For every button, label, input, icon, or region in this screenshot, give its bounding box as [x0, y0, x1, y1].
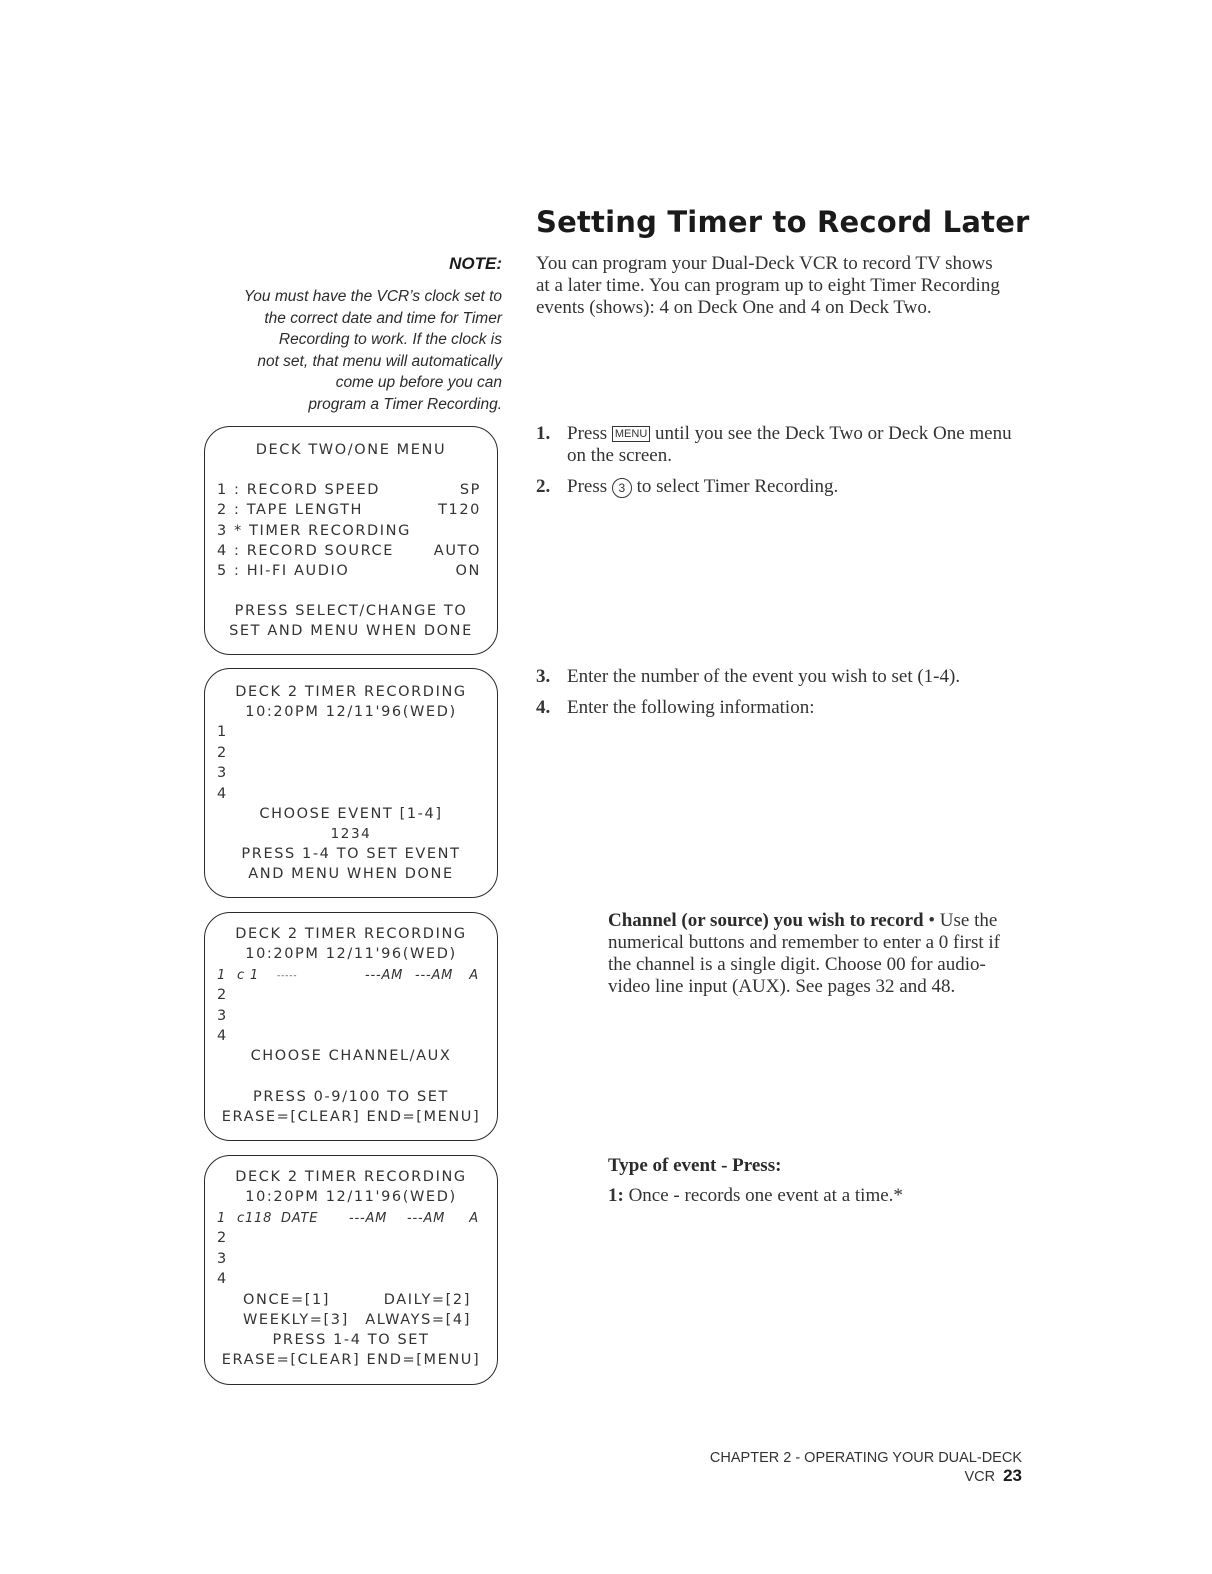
event-channel: c118: [237, 1211, 273, 1226]
step-number: 3.: [536, 666, 551, 687]
menu-row: [217, 563, 481, 579]
choose-type-screen: [204, 1155, 498, 1385]
event-row: 3: [217, 1008, 228, 1024]
bullet: •: [928, 910, 936, 931]
screen-datetime: 10:20PM 12/11'96(WED): [245, 946, 457, 962]
option-always: ALWAYS=[4]: [365, 1312, 471, 1328]
screen-prompt: CHOOSE EVENT [1-4]: [259, 806, 443, 822]
screen-footer: PRESS SELECT/CHANGE TO: [234, 603, 468, 619]
page-footer: [660, 1450, 1022, 1486]
menu-row-value: ON: [455, 563, 481, 579]
event-row: 4: [217, 1028, 228, 1044]
event-row: 2: [217, 745, 228, 761]
menu-row: [217, 482, 481, 498]
screen-footer: SET AND MENU WHEN DONE: [229, 623, 473, 639]
event-type-item: [608, 1185, 1008, 1207]
event-row: 4: [217, 1271, 228, 1287]
event-type: A: [469, 1211, 479, 1226]
screen-prompt: CHOOSE CHANNEL/AUX: [250, 1048, 452, 1064]
step-number: 1.: [536, 423, 551, 444]
type-options-row: [243, 1292, 471, 1308]
event-row: 2: [217, 987, 228, 1003]
step-3: [536, 666, 1016, 688]
event-end: ---AM: [407, 1211, 446, 1226]
channel-section: [608, 910, 1008, 998]
screen-datetime: 10:20PM 12/11'96(WED): [245, 1189, 457, 1205]
step-text: Press: [567, 476, 608, 497]
screen-title: DECK 2 TIMER RECORDING: [235, 1169, 467, 1185]
page-number: 23: [1003, 1466, 1022, 1485]
step-text: Enter the number of the event you wish to set (1-4).: [567, 666, 961, 687]
menu-row-label: 2 : TAPE LENGTH: [217, 502, 364, 518]
step-text: Press: [567, 423, 608, 444]
step-text: Enter the following information:: [567, 697, 815, 718]
menu-row: [217, 523, 481, 539]
screen-entry: 1234: [330, 826, 372, 842]
screen-footer: ERASE=[CLEAR] END=[MENU]: [221, 1352, 481, 1368]
event-num: 1: [217, 968, 227, 983]
event-start: ---AM: [365, 968, 404, 983]
page-title: Setting Timer to Record Later: [536, 205, 1030, 239]
channel-body: Use the numerical buttons and remember to enter a 0 first if the channel is a single digit. Choose 00 for audio-video line input (AUX). See pages 32 and 48.: [608, 910, 1001, 997]
menu-row-label: 4 : RECORD SOURCE: [217, 543, 395, 559]
step-1: [536, 423, 1016, 467]
intro-paragraph: You can program your Dual-Deck VCR to record TV shows at a later time. You can program up to eight Timer Recording events (shows): 4 on Deck One and 4 on Deck Two.: [536, 253, 1000, 318]
screen-title: DECK TWO/ONE MENU: [255, 442, 447, 458]
option-weekly: WEEKLY=[3]: [243, 1312, 349, 1328]
note-heading: NOTE:: [449, 254, 502, 273]
note-body: You must have the VCR’s clock set to the correct date and time for Timer Recording to work. If the clock is not set, that menu will automatically come up before you can program a Timer Recording.: [243, 288, 502, 413]
event-row: 3: [217, 1251, 228, 1267]
event-type-heading: Type of event - Press:: [608, 1155, 782, 1176]
button-3-icon: 3: [612, 478, 632, 498]
event-type-text: Once - records one event at a time.*: [628, 1185, 903, 1206]
menu-row-value: SP: [459, 482, 481, 498]
menu-row-label: 3 * TIMER RECORDING: [217, 523, 411, 539]
menu-row-label: 5 : HI-FI AUDIO: [217, 563, 350, 579]
step-number: 4.: [536, 697, 551, 718]
channel-heading: Channel (or source) you wish to record: [608, 910, 924, 931]
event-start: ---AM: [349, 1211, 388, 1226]
screen-footer: AND MENU WHEN DONE: [248, 866, 454, 882]
menu-row: [217, 543, 481, 559]
screen-footer: PRESS 0-9/100 TO SET: [253, 1089, 449, 1105]
chapter-label: CHAPTER 2 - OPERATING YOUR DUAL-DECK VCR: [709, 1450, 1022, 1485]
screen-title: DECK 2 TIMER RECORDING: [235, 926, 467, 942]
step-number: 2.: [536, 476, 551, 497]
menu-row-label: 1 : RECORD SPEED: [217, 482, 380, 498]
option-daily: DAILY=[2]: [383, 1292, 471, 1308]
event-row: 4: [217, 786, 228, 802]
screen-footer: PRESS 1-4 TO SET EVENT: [241, 846, 461, 862]
choose-event-screen: [204, 668, 498, 898]
step-4: [536, 697, 1016, 719]
event-date: DATE: [281, 1211, 319, 1226]
type-options-row: [243, 1312, 471, 1328]
step-text: until you see the Deck Two or Deck One menu on the screen.: [567, 423, 1012, 466]
event-type: A: [469, 968, 479, 983]
event-row: 3: [217, 765, 228, 781]
menu-row: [217, 502, 481, 518]
event-row: 1: [217, 724, 228, 740]
step-text: to select Timer Recording.: [636, 476, 839, 497]
screen-datetime: 10:20PM 12/11'96(WED): [245, 704, 457, 720]
screen-footer: ERASE=[CLEAR] END=[MENU]: [221, 1109, 481, 1125]
menu-key-icon: MENU: [612, 426, 650, 442]
event-channel: c 1: [237, 968, 259, 983]
option-once: ONCE=[1]: [243, 1292, 331, 1308]
event-type-num: 1:: [608, 1185, 624, 1206]
deck-menu-screen: [204, 426, 498, 655]
event-date: -----: [277, 971, 298, 981]
screen-title: DECK 2 TIMER RECORDING: [235, 684, 467, 700]
menu-row-value: AUTO: [433, 543, 481, 559]
menu-row-value: T120: [438, 502, 481, 518]
choose-channel-screen: [204, 912, 498, 1141]
event-end: ---AM: [415, 968, 454, 983]
screen-footer: PRESS 1-4 TO SET: [272, 1332, 430, 1348]
event-num: 1: [217, 1211, 227, 1226]
step-2: [536, 476, 1016, 498]
event-row: 2: [217, 1230, 228, 1246]
